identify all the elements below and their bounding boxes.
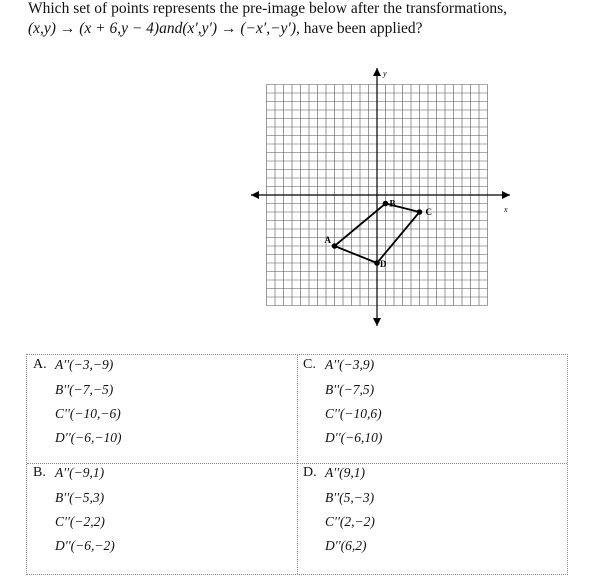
choice-point: A′′(9,1) bbox=[325, 465, 366, 480]
y-axis-label: y bbox=[383, 69, 387, 78]
choice-letter: A. bbox=[33, 357, 47, 372]
choice-point: C′′(−2,2) bbox=[55, 514, 105, 529]
choice-point: D′′(−6,−2) bbox=[55, 538, 115, 553]
choice-letter: D. bbox=[303, 465, 317, 480]
choice-point: A′′(−9,1) bbox=[55, 465, 105, 480]
point-label-d: D bbox=[380, 259, 387, 269]
point-a bbox=[332, 243, 338, 249]
choice-c[interactable] bbox=[297, 355, 567, 463]
question-text: Which set of points represents the pre-image below after the transformations, bbox=[28, 0, 508, 17]
y-axis-arrow-down bbox=[373, 318, 381, 326]
choice-point: B′′(−7,−5) bbox=[55, 382, 114, 397]
point-c bbox=[417, 209, 423, 215]
point-label-a: A bbox=[324, 235, 331, 245]
transformation-math: (x,y) → (x + 6,y − 4)and(x′,y′) → (−x′,−y′) bbox=[28, 20, 296, 37]
choice-point: D′′(6,2) bbox=[325, 538, 367, 553]
answer-choices bbox=[26, 354, 568, 575]
choice-point: C′′(−10,6) bbox=[325, 406, 382, 421]
point-b bbox=[383, 201, 389, 207]
choice-point: B′′(5,−3) bbox=[325, 490, 375, 505]
x-axis-label: x bbox=[504, 205, 508, 214]
choice-point: D′′(−6,10) bbox=[325, 430, 383, 445]
question-tail: , have been applied? bbox=[295, 20, 423, 37]
coordinate-graph bbox=[248, 64, 518, 330]
axes bbox=[251, 68, 510, 326]
choice-letter: B. bbox=[33, 465, 46, 480]
choice-point: C′′(−10,−6) bbox=[55, 406, 121, 421]
y-axis-arrow-up bbox=[373, 68, 381, 76]
choice-letter: C. bbox=[303, 357, 316, 372]
transformation-rule bbox=[28, 20, 423, 38]
point-label-c: C bbox=[425, 207, 432, 217]
choice-d[interactable] bbox=[297, 463, 567, 575]
choice-point: A′′(−3,−9) bbox=[55, 357, 114, 372]
choice-point: B′′(−5,3) bbox=[55, 490, 105, 505]
choice-b[interactable] bbox=[27, 463, 297, 575]
choice-point: A′′(−3,9) bbox=[325, 357, 375, 372]
choice-point: C′′(2,−2) bbox=[325, 514, 375, 529]
point-d bbox=[374, 260, 380, 266]
choice-point: B′′(−7,5) bbox=[325, 382, 375, 397]
choice-point: D′′(−6,−10) bbox=[55, 430, 122, 445]
x-axis-arrow-left bbox=[251, 191, 259, 199]
choice-a[interactable] bbox=[27, 355, 297, 463]
x-axis-arrow-right bbox=[502, 191, 510, 199]
parallelogram bbox=[325, 199, 433, 270]
point-label-b: B bbox=[389, 198, 396, 209]
